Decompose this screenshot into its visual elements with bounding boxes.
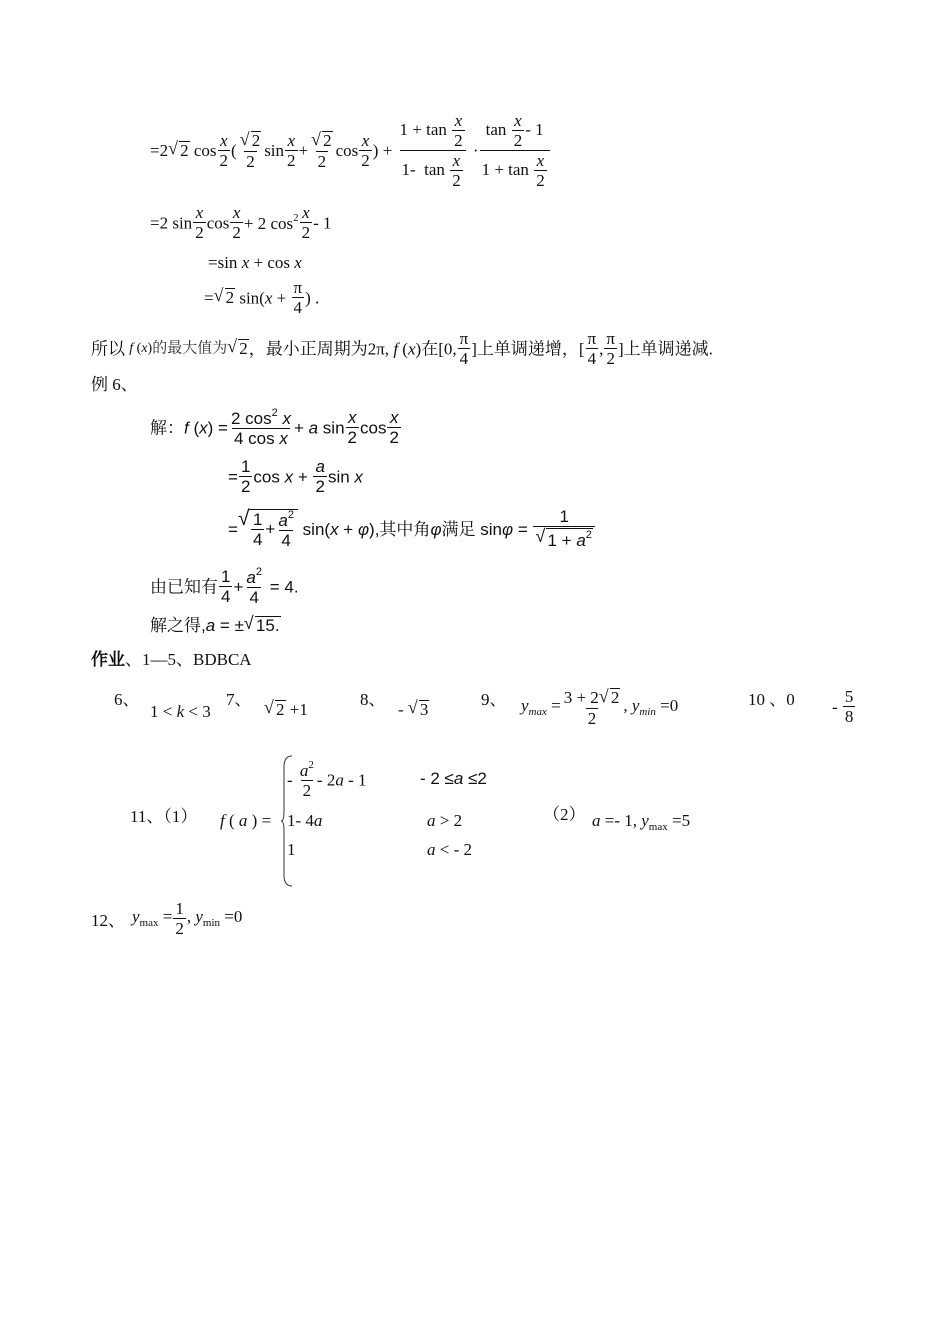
- answer-7-label: 7、: [226, 690, 252, 709]
- answer-10-second: - $\frac{5}{8}$: [832, 687, 854, 726]
- answer-9: $y_{max}$ = $\frac{3 + 2√ 2}{2}$ , $y_{min} =0$: [521, 688, 678, 728]
- piecewise-cond-2: a > 2: [427, 811, 463, 830]
- answer-11-fa: f ( a ) =: [220, 811, 272, 830]
- example6-youyizhi: 由已知有: [150, 577, 218, 597]
- answer-8-label: 8、: [360, 690, 386, 709]
- proof-line-4: =√ 2 sin(x + $\frac{\pi}{4}$ ) .: [204, 279, 319, 317]
- conclusion-text-e: 上单调递增，: [476, 339, 579, 359]
- piecewise-case-1: - $\frac{a^2}{2}$ - 2a - 1: [287, 759, 367, 800]
- homework-line: [91, 651, 252, 668]
- proof-line-3: =sin x + cos x: [208, 253, 302, 272]
- example6-heading: 例 6、: [91, 375, 138, 394]
- piecewise-cond-3: a < - 2: [427, 840, 472, 859]
- proof-line-2: =2 sin $\frac{x}{2}$ cos $\frac{x}{2}$ + 2 $\cos^2$ $\frac{x}{2}$ - 1: [150, 203, 332, 242]
- answer-6-label: 6、: [114, 690, 140, 709]
- piecewise-cond-1: - 2 ≤a ≤2: [420, 769, 487, 788]
- answer-9-label: 9、: [481, 690, 507, 709]
- piecewise-case-3: 1: [287, 840, 296, 859]
- example6-line-4: 由已知有 $\frac{1}{4}$ + $\frac{a^2}{4}$ = 4.: [150, 566, 299, 607]
- proof-line-1: =2√ 2 cos $\frac{x}{2}$ ( √ $\frac{2}{2}$ sin $\frac{x}{2}$ + √ $\frac{2}{2}$ cos $\frac{x}{2}$ ) + 1 + tan $\frac{x}{2}$ 1- tan $\frac{x}{2}$ · tan $\frac{x}{2}$ - 1 1 + tan $\frac{x}{2}$: [150, 112, 551, 189]
- piecewise-case-2: 1- 4a: [287, 811, 323, 830]
- example6-qizhong: ,其中角: [374, 519, 431, 539]
- conclusion-text-b: 的最大值为: [152, 340, 228, 357]
- answer-12: $y_{max}$ = $\frac{1}{2}$ , $y_{min} =0$: [132, 899, 243, 938]
- answer-10-label: 10 、0: [748, 690, 795, 709]
- homework-answers-1-5: 、1—5、BDBCA: [125, 650, 252, 669]
- conclusion-text-f: 上单调递减.: [623, 339, 713, 359]
- answer-8: - √ 3: [398, 700, 429, 720]
- answer-11-label: 11、（1）: [130, 807, 198, 826]
- conclusion-text-d: 在: [421, 339, 439, 359]
- example6-jie: 解：: [150, 418, 184, 438]
- answer-11-part2-label: （2）: [543, 805, 586, 824]
- answer-7: √ 2 +1: [264, 700, 308, 720]
- answer-11-part2: a =- 1, $y_{max} =5$: [592, 811, 691, 833]
- example6-line-5: 解之得,a = ±√ 15.: [150, 616, 281, 636]
- answer-12-label: 12、: [91, 911, 125, 930]
- example6-line-1: 解：f (x) = $\frac{2 \cos^2 x}{\text{4 cos x}}$ + a sin $\frac{x}{2}$ cos $\frac{x}{2}$: [150, 407, 399, 448]
- homework-label: 作业: [91, 650, 125, 669]
- example6-line-3: = √ $\frac{1}{4}$ + $\frac{a^2}{4}$ sin(x + φ),其中角φ满足 sinφ = 1 √ $1 + a^2$: [228, 508, 596, 551]
- example6-line-2: = $\frac{1}{2}$ cos x + $\frac{a}{2}$ sin x: [228, 457, 363, 496]
- answer-6: 1 < k < 3: [150, 702, 211, 721]
- example6-manzu: 满足: [441, 519, 476, 539]
- conclusion-text-c: ，最小正周期为: [248, 339, 368, 359]
- example6-jiezhi: 解之得,: [150, 616, 206, 635]
- conclusion-text-a: 所以: [91, 339, 125, 359]
- conclusion-line: 所以 f (x)的最大值为√ 2，最小正周期为2π, f (x)在[0, $\frac{\pi}{4}$ ]上单调递增，[ $\frac{\pi}{4}$ , $\frac{\pi}{2}$ ]上单调递减.: [91, 330, 713, 368]
